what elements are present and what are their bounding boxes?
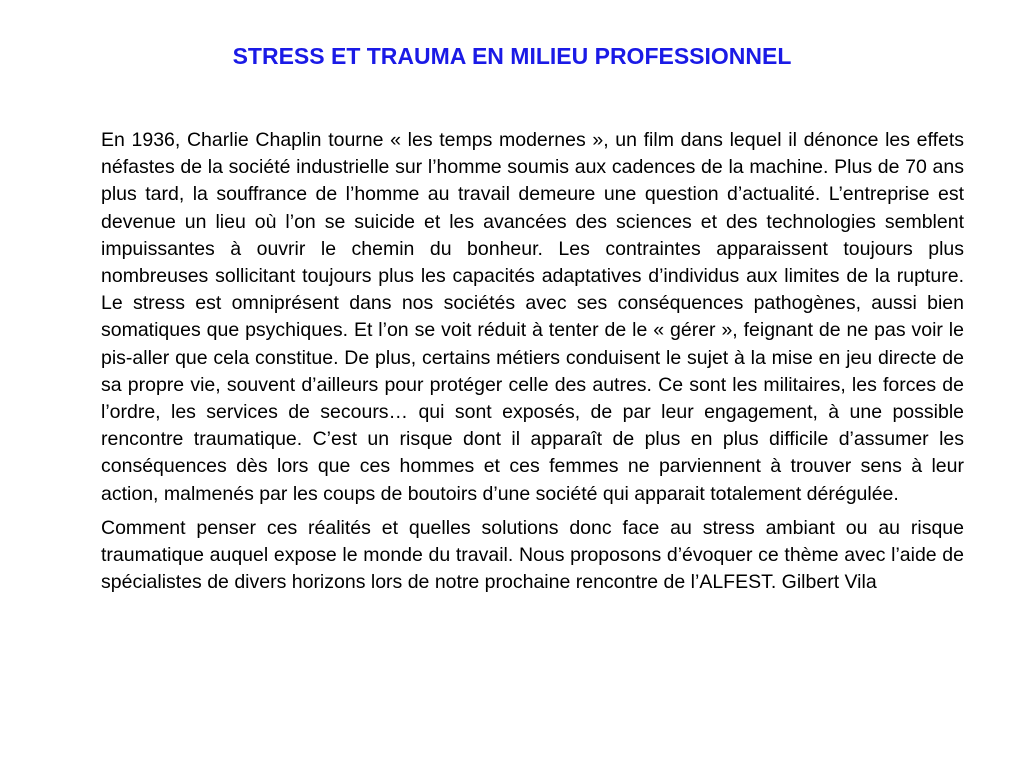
body-paragraph-1: En 1936, Charlie Chaplin tourne « les temps modernes », un film dans lequel il dénonce les effets néfastes de la société industrielle sur l’homme soumis aux cadences de la machine. Plus de 70 ans plus tard, la souffrance de l’homme au travail demeure une question d’actualité. L’entreprise est devenue un lieu où l’on se suicide et les avancées des sciences et des technologies semblent impuissantes à ouvrir le chemin du bonheur. Les contraintes apparaissent toujours plus nombreuses sollicitant toujours plus les capacités adaptatives d’individus aux limites de la rupture. Le stress est omniprésent dans nos sociétés avec ses conséquences pathogènes, aussi bien somatiques que psychiques. Et l’on se voit réduit à tenter de le « gérer », feignant de ne pas voir le pis-aller que cela constitue. De plus, certains métiers conduisent le sujet à la mise en jeu directe de sa propre vie, souvent d’ailleurs pour protéger celle des autres. Ce sont les militaires, les forces de l’ordre, les services de secours… qui sont exposés, de par leur engagement, à une possible rencontre traumatique. C’est un risque dont il apparaît de plus en plus difficile d’assumer les conséquences dès lors que ces hommes et ces femmes ne parviennent à trouver sens à leur action, malmenés par les coups de boutoirs d’une société qui apparait totalement dérégulée. — [101, 129, 964, 505]
body-paragraph-2: Comment penser ces réalités et quelles solutions donc face au stress ambiant ou au risque traumatique auquel expose le monde du travail. Nous proposons d’évoquer ce thème avec l’aide de spécialistes de divers horizons lors de notre prochaine rencontre de l’ALFEST. Gilbert Vila — [101, 516, 964, 594]
slide-title: STRESS ET TRAUMA EN MILIEU PROFESSIONNEL — [232, 43, 792, 69]
slide-body — [101, 127, 964, 596]
